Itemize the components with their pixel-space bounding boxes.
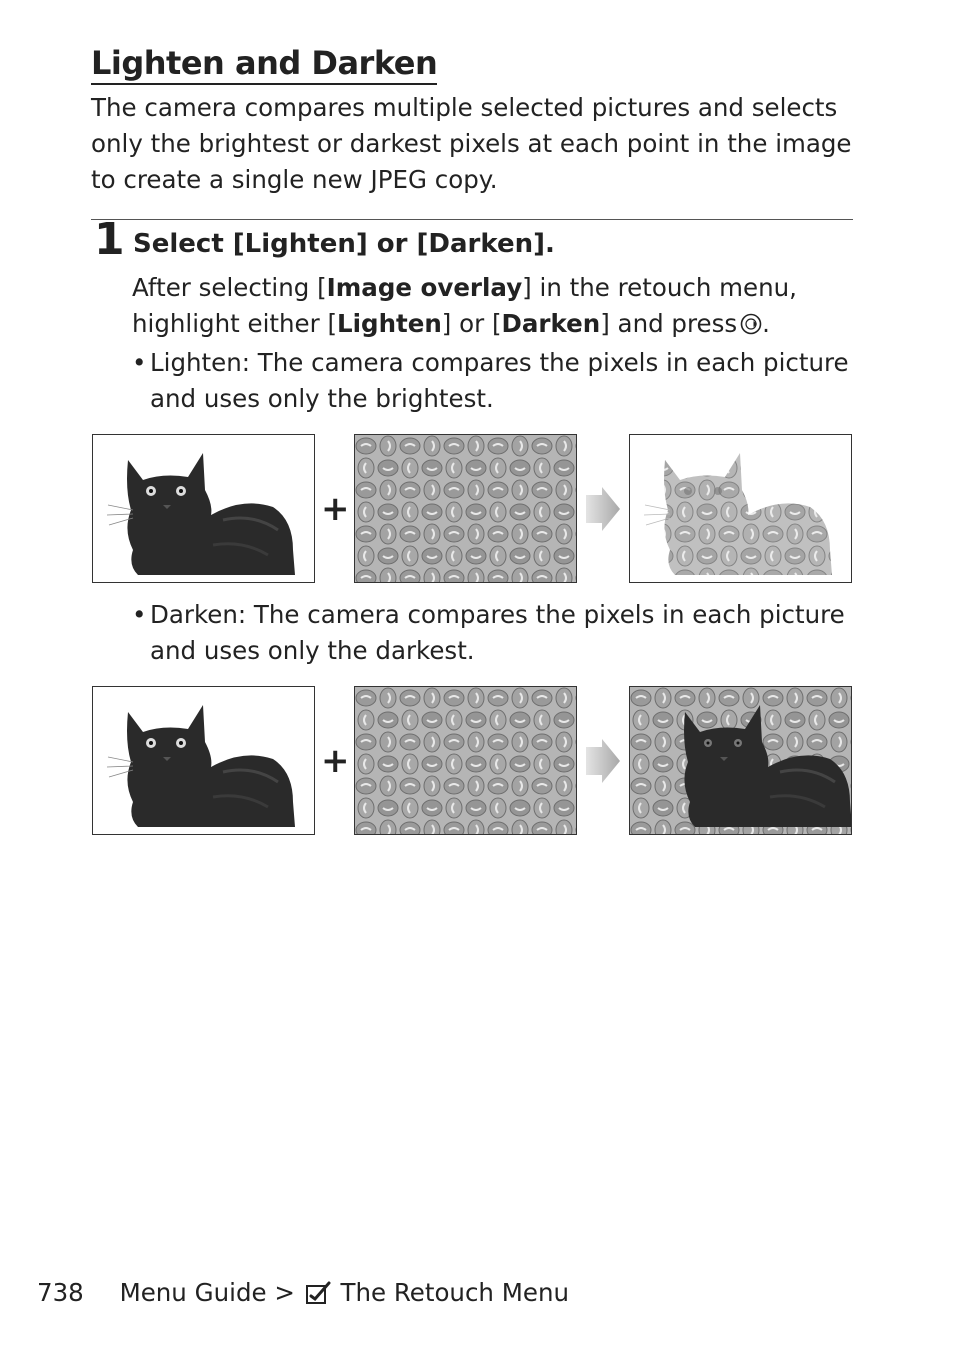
retouch-menu-icon [305,1279,331,1303]
cat-photo [92,434,315,583]
clover-pattern [355,687,576,834]
clover-pattern [355,435,576,582]
plus-sign: + [321,489,350,529]
cat-illustration [93,687,314,834]
darken-result-image [630,687,851,834]
clover-leaves-photo [354,686,577,835]
darken-label: Darken [501,309,601,338]
page-footer [37,1275,569,1311]
step-instructions: After selecting [Image overlay] in the retouch menu, highlight either [Lighten] or [Darken] and press . [132,273,797,338]
lighten-bullet: • Lighten: The camera compares the pixels in each picture and uses only the brightest. [132,345,860,417]
bullet-dot: • [132,600,147,629]
plus-sign: + [321,741,350,781]
cat-illustration [93,435,314,582]
breadcrumb-retouch-menu[interactable]: The Retouch Menu [340,1278,570,1307]
breadcrumb-menu-guide[interactable]: Menu Guide > [119,1278,295,1307]
lighten-label: Lighten [337,309,442,338]
cat-photo [92,686,315,835]
arrow-right-icon [586,487,620,531]
page-number: 738 [37,1278,84,1307]
step-title: Select [Lighten] or [Darken]. [133,229,555,259]
bullet-dot: • [132,348,147,377]
step-divider [91,219,853,220]
section-intro: The camera compares multiple selected pictures and selects only the brightest or darkest pixels at each point in the image to create a single new JPEG copy. [91,93,852,194]
image-overlay-label: Image overlay [326,273,523,302]
darken-result-photo [629,686,852,835]
darken-bullet: • Darken: The camera compares the pixels in each picture and uses only the darkest. [132,597,860,669]
lighten-result-photo [629,434,852,583]
arrow-right-icon [586,739,620,783]
step-number: 1 [94,214,125,265]
lighten-result-image [630,435,851,582]
section-title: Lighten and Darken [91,43,437,85]
multi-selector-right-icon [740,309,762,331]
clover-leaves-photo [354,434,577,583]
